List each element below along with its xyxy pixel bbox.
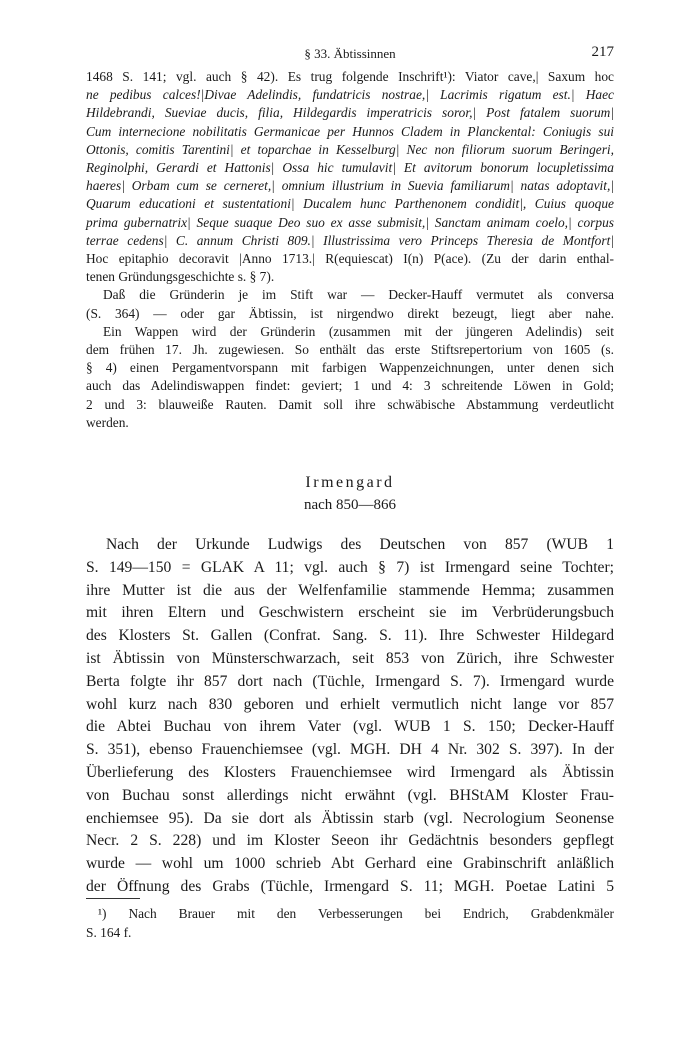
text-line: ne pedibus calces!|Divae Adelindis, fundatricis nostrae,| Lacrimis rigatum est.| Haec xyxy=(86,87,614,103)
body-line: enchiemsee 95). Da sie dort als Äbtissin starb (vgl. Necrologium Seonense xyxy=(86,809,614,827)
text-line: Hoc epitaphio decoravit |Anno 1713.| R(equiescat) I(n) P(ace). (Zu der darin enthal- xyxy=(86,251,614,267)
running-header-title: § 33. Äbtissinnen xyxy=(304,46,396,61)
text-line: (S. 364) — oder gar Äbtissin, ist nirgendwo direkt bezeugt, liegt aber nahe. xyxy=(86,305,614,321)
text-line: Hildebrandi, Sueviae ducis, filia, Hildegardis imperatricis soror,| Post fatalem suorum| xyxy=(86,105,614,121)
body-line: S. 351), ebenso Frauenchiemsee (vgl. MGH. DH 4 Nr. 302 S. 397). In der xyxy=(86,741,614,759)
inscription-paragraph-block xyxy=(86,68,614,432)
body-line: wurde — wohl um 1000 schrieb Abt Gerhard eine Grabinschrift anläßlich xyxy=(86,855,614,873)
text-line: tenen Gründungsgeschichte s. § 7). xyxy=(86,269,275,285)
text-line: werden. xyxy=(86,414,129,430)
running-header xyxy=(86,44,614,64)
body-line: die Abtei Buchau von ihrem Vater (vgl. WUB 1 S. 150; Decker-Hauff xyxy=(86,718,614,736)
body-line: wohl kurz nach 830 geboren und erhielt vermutlich nicht lange vor 857 xyxy=(86,695,614,713)
body-line: der Öffnung des Grabs (Tüchle, Irmengard S. 11; MGH. Poetae Latini 5 xyxy=(86,877,614,895)
text-line: 1468 S. 141; vgl. auch § 42). Es trug folgende Inschrift¹): Viator cave,| Saxum hoc xyxy=(86,69,614,84)
text-line: § 4) einen Pergamentvorspann mit farbigen Wappenzeichnungen, unter denen sich xyxy=(86,360,614,376)
text-line: Reginolphi, Gerardi et Hattonis| Ossa hic tumulavit| Et avitorum bonorum locupletissima xyxy=(86,160,614,176)
body-line: Berta folgte ihr 857 dort nach (Tüchle, Irmengard S. 7). Irmengard wurde xyxy=(86,672,614,690)
body-line: S. 149—150 = GLAK A 11; vgl. auch § 7) ist Irmengard seine Tochter; xyxy=(86,558,614,576)
text-line: Ottonis, comitis Tarentini| et toparchae in Kesselburg| Nec non filiorum suorum Beringeri, xyxy=(86,141,614,157)
section-heading-dates: nach 850—866 xyxy=(303,497,397,513)
body-line: Nach der Urkunde Ludwigs des Deutschen von 857 (WUB 1 xyxy=(106,536,614,553)
text-line: Quarum educationi et sustentationi| Ducalem hunc Parthenonem condidit|, Cuius quoque xyxy=(86,196,614,212)
text-line: terrae cedens| C. annum Christi 809.| Illustrissima vero Princeps Theresia de Montfort| xyxy=(86,232,614,248)
text-line: Ein Wappen wird der Gründerin (zusammen mit der jüngeren Adelindis) seit xyxy=(103,323,614,339)
main-body-text xyxy=(86,534,614,899)
footnote xyxy=(86,905,614,942)
footnote-line: ¹) Nach Brauer mit den Verbesserungen bei Endrich, Grabdenkmäler xyxy=(98,906,614,921)
body-line: von Buchau sonst allerdings nicht erwähnt (vgl. BHStAM Kloster Frau- xyxy=(86,786,614,804)
text-line: Cum internecione nobilitatis Germanicae per Hunnos Cladem in Planckental: Coniugis sui xyxy=(86,123,614,139)
page-number: 217 xyxy=(591,44,614,60)
footnote-divider xyxy=(86,898,140,899)
section-heading-name: Irmengard xyxy=(305,474,395,491)
text-line: prima gubernatrix| Seque suaque Deo suo ex asse submisit,| Sanctam animam coelo,| corpus xyxy=(86,214,614,230)
text-line: dem frühen 17. Jh. zugewiesen. So enthält das erste Stiftsrepertorium von 1605 (s. xyxy=(86,342,614,358)
text-line: auch das Adelindiswappen findet: geviert; 1 und 4: 3 schreitende Löwen in Gold; xyxy=(86,378,614,394)
body-line: mit ihren Eltern und Geschwistern erscheint sie im Verbrüderungsbuch xyxy=(86,604,614,622)
text-line: Daß die Gründerin je im Stift war — Decker-Hauff vermutet als conversa xyxy=(103,287,614,303)
body-line: Überlieferung des Klosters Frauenchiemsee wird Irmengard als Äbtissin xyxy=(86,763,614,781)
body-line: des Klosters St. Gallen (Confrat. Sang. S. 11). Ihre Schwester Hildegard xyxy=(86,627,614,645)
body-line: ihre Mutter ist die aus der Welfenfamilie stammende Hemma; zusammen xyxy=(86,581,614,599)
body-line: ist Äbtissin von Münsterschwarzach, seit 853 von Zürich, ihre Schwester xyxy=(86,649,614,667)
footnote-line: S. 164 f. xyxy=(86,924,132,940)
text-line: 2 und 3: blauweiße Rauten. Damit soll ihre schwäbische Abstammung verdeutlicht xyxy=(86,396,614,412)
body-line: Necr. 2 S. 228) und im Kloster Seeon ihr Gedächtnis besonders gepflegt xyxy=(86,832,614,850)
text-line: haeres| Orbam cum se cerneret,| omnium illustrium in Suevia familiarum| natas adoptavit,| xyxy=(86,178,614,194)
